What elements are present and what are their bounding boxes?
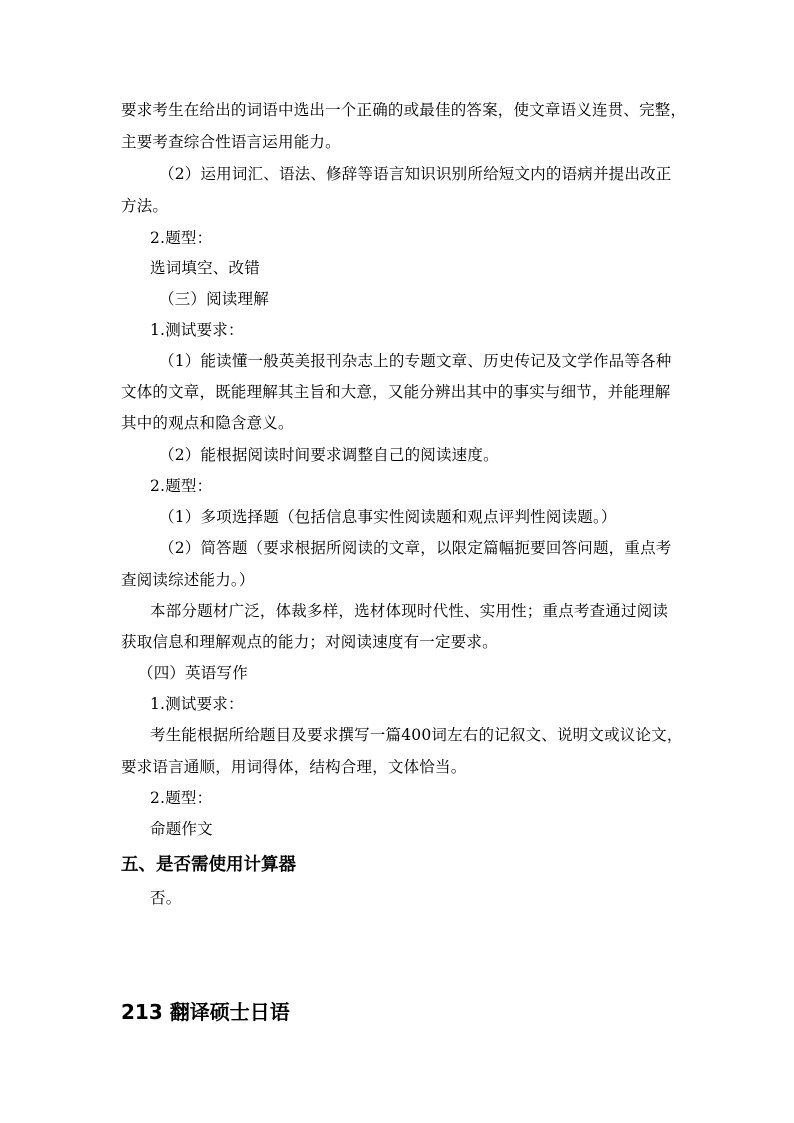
paragraph-line: （1）多项选择题（包括信息事实性阅读题和观点评判性阅读题。）	[159, 508, 617, 526]
section-heading-reading: （三）阅读理解	[159, 290, 269, 308]
paragraph-line: 考生能根据所给题目及要求撰写一篇400词左右的记叙文、说明文或议论文，	[150, 726, 683, 744]
subheading-test-requirements: 1.测试要求：	[150, 695, 244, 713]
subheading-question-type: 2.题型：	[150, 477, 213, 495]
paragraph-line: 主要考查综合性语言运用能力。	[121, 133, 341, 151]
subheading-question-type: 2.题型：	[150, 229, 213, 247]
paragraph-line: 获取信息和理解观点的能力；对阅读速度有一定要求。	[121, 633, 498, 651]
paragraph-line: 命题作文	[150, 820, 213, 838]
paragraph-line: （1）能读懂一般英美报刊杂志上的专题文章、历史传记及文学作品等各种	[159, 352, 672, 370]
paragraph-line: 其中的观点和隐含意义。	[121, 414, 294, 432]
paragraph-line: （2）能根据阅读时间要求调整自己的阅读速度。	[159, 446, 499, 464]
subheading-question-type: 2.题型：	[150, 789, 213, 807]
subheading-test-requirements: 1.测试要求：	[150, 321, 244, 339]
paragraph-line: 要求考生在给出的词语中选出一个正确的或最佳的答案，使文章语义连贯、完整，	[121, 101, 687, 119]
paragraph-line: （2）简答题（要求根据所阅读的文章，以限定篇幅扼要回答问题，重点考	[159, 539, 672, 557]
next-subject-heading: 213 翻译硕士日语	[121, 1000, 290, 1024]
paragraph-line: 本部分题材广泛，体裁多样，选材体现时代性、实用性；重点考查通过阅读	[150, 602, 669, 620]
section-heading-calculator: 五、是否需使用计算器	[121, 855, 296, 875]
paragraph-line: 要求语言通顺，用词得体，结构合理，文体恰当。	[121, 758, 467, 776]
paragraph-line: 查阅读综述能力。）	[121, 571, 255, 589]
paragraph-line: 文体的文章，既能理解其主旨和大意，又能分辨出其中的事实与细节，并能理解	[121, 383, 671, 401]
paragraph-line: 选词填空、改错	[150, 259, 260, 277]
paragraph-line: （2）运用词汇、语法、修辞等语言知识识别所给短文内的语病并提出改正	[159, 165, 672, 183]
paragraph-line: 方法。	[121, 197, 169, 215]
calculator-answer: 否。	[150, 889, 182, 907]
section-heading-writing: （四）英语写作	[138, 664, 248, 682]
